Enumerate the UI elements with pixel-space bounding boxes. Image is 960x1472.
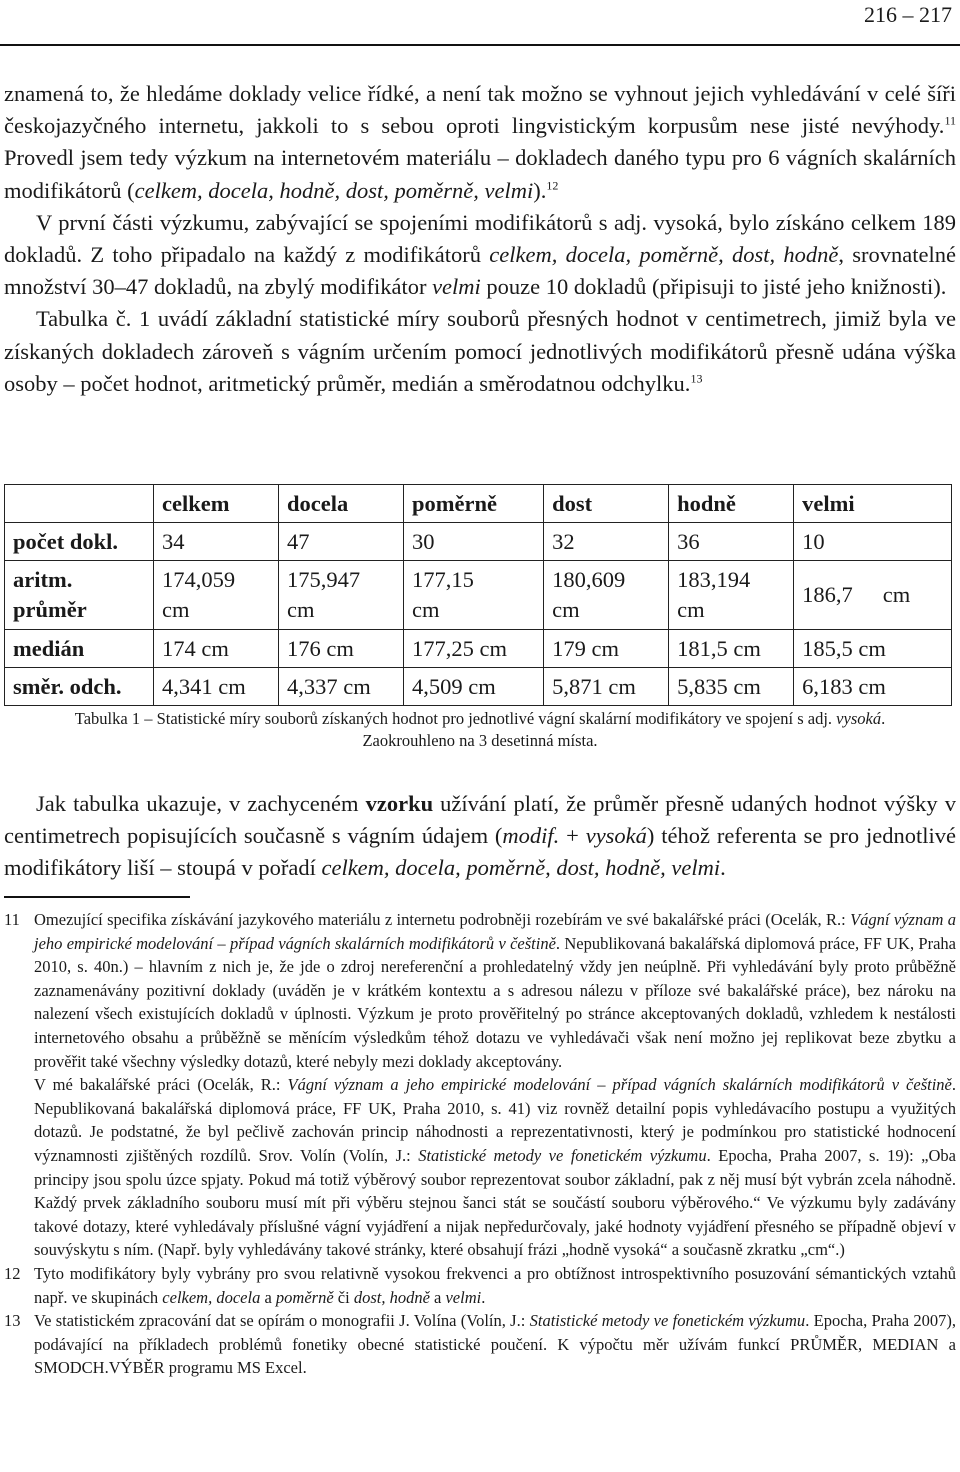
table-cell: 176 cm <box>278 630 403 668</box>
header-rule <box>0 44 960 46</box>
table-cell: 34 <box>154 523 279 561</box>
paragraph-3: Tabulka č. 1 uvádí základní statistické míry souborů přesných hodnot v centimetrech, jimiž byla ve získaných dokladech zároveň s vágním určením pomocí jednotlivých modifikátorů přesně udána výška osoby – počet hodnot, aritmetický průměr, medián a směrodatnou odchylku.$^{13}$ <box>4 306 956 396</box>
table-cell: 6,183 cm <box>794 668 952 706</box>
table-cell: 4,337 cm <box>278 668 403 706</box>
row-label: směr. odch. <box>5 668 154 706</box>
table-header-row <box>5 485 952 523</box>
table-cell: 5,871 cm <box>544 668 669 706</box>
column-header: docela <box>278 485 403 523</box>
table-cell: 185,5 cm <box>794 630 952 668</box>
paragraph-2: V první části výzkumu, zabývající se spojeními modifikátorů s adj. vysoká, bylo získáno celkem 189 dokladů. Z toho připadalo na každý z modifikátorů celkem, docela, poměrně, dost, hodně, srovnatelné množství 30–47 dokladů, na zbylý modifikátor velmi pouze 10 dokladů (připisuji to jisté jeho knižnosti). <box>4 209 956 300</box>
table-cell: 181,5 cm <box>669 630 794 668</box>
table-cell: 177,25 cm <box>403 630 543 668</box>
table-row <box>5 561 952 630</box>
table-cell: 186,7 cm <box>794 561 952 630</box>
row-label: medián <box>5 630 154 668</box>
row-label: počet dokl. <box>5 523 154 561</box>
footnote-number: 11 <box>4 910 20 929</box>
table-corner <box>5 485 154 523</box>
table-cell: 179 cm <box>544 630 669 668</box>
column-header: celkem <box>154 485 279 523</box>
footnote-text: Omezující specifika získávání jazykového materiálu z internetu podrobněji rozebírám ve své bakalářské práci (Ocelák, R.: Vágní význam a jeho empirické modelování – případ vágních skalárních modifikátorů v češtině. Nepublikovaná bakalářská diplomová práce, FF UK, Praha 2010, s. 40n.) – hlavním z nich je, že jde o zdroj nereferenční a prohledatelný vždy jen neúplně. Při vyhledávání byly proto průběžně zaznamenávány pozitivní doklady (uváděn je v krátkém kontextu a s adresou nálezu v příloze své bakalářské práce), bez nároku na nalezení všech existujících dokladů v úplnosti. Výzkum je proto prověřitelný po stránce akceptovaných dokladů, vzhledem k nestálosti internetového obsahu a průběžně se měnícím výsledkům téhož dotazu ve vyhledávači však není možno jej replikovat beze zbytku a prověřit také všechny výsledky dotazů, které nebyly mezi doklady akceptovány. V mé bakalářské práci (Ocelák, R.: Vágní význam a jeho empirické modelování – případ vágních skalárních modifikátorů v češtině. Nepublikovaná bakalářská diplomová práce, FF UK, Praha 2010, s. 41) viz rovněž detailní popis vyhledávacího postupu a využitých dotazů. Je podstatné, že byl pečlivě zachován princip náhodnosti a reprezentativnosti, který je podmínkou pro statistické hodnocení významnosti zjištěných rozdílů. Srov. Volín (Volín, J.: Statistické metody ve fonetickém výzkumu. Epocha, Praha 2007, s. 19): „Oba principy jsou spolu úzce spjaty. Pokud má totiž výběrový soubor reprezentovat soubor základní, pak z něj musí být vybrán zcela náhodně. Každý prvek základního souboru musí mít při výběru stejnou šanci stát se součástí souboru výběrového.“ Ve výzkumu byly zadávány takové dotazy, které vyhledávaly příslušné vágní vyjádření a nijak nepředurčovaly, jaké hodnoty vyjádření přesného se případně objeví v souvýskytu s ním. (Např. byly vyhledávány takové stránky, které obsahují frázi „hodně vysoká“ a současně zkratku „cm“.) <box>34 910 956 1260</box>
table-cell: 180,609 cm <box>544 561 669 630</box>
page-number: 216 – 217 <box>864 2 952 27</box>
table-cell: 175,947 cm <box>278 561 403 630</box>
footnote-ref-12[interactable]: 12 <box>546 178 559 193</box>
footnote-13 <box>4 1309 956 1380</box>
table-cell: 174,059 cm <box>154 561 279 630</box>
column-header: poměrně <box>403 485 543 523</box>
column-header: velmi <box>794 485 952 523</box>
table-cell: 174 cm <box>154 630 279 668</box>
table-cell: 30 <box>403 523 543 561</box>
table-cell: 10 <box>794 523 952 561</box>
footnote-12 <box>4 1262 956 1309</box>
table-cell: 32 <box>544 523 669 561</box>
row-label: aritm. průměr <box>5 561 154 630</box>
footnote-number: 12 <box>4 1263 21 1283</box>
footnotes <box>4 908 956 1380</box>
footnote-text: Tyto modifikátory byly vybrány pro svou relativně vysokou frekvenci a pro obtížnost introspektivního posuzování sémantických vztahů např. ve skupinách celkem, docela a poměrně či dost, hodně a velmi. <box>34 1263 956 1307</box>
table-cell: 47 <box>278 523 403 561</box>
summary-paragraph: Jak tabulka ukazuje, v zachyceném vzorku užívání platí, že průměr přesně udaných hodnot výšky v centimetrech popisujících současně s vágním údajem (modif. + vysoká) téhož referenta se pro jednotlivé modifikátory liší – stoupá v pořadí celkem, docela, poměrně, dost, hodně, velmi. <box>4 791 956 881</box>
statistics-table <box>4 484 952 706</box>
table-cell: 4,341 cm <box>154 668 279 706</box>
table-cell: 4,509 cm <box>403 668 543 706</box>
table-caption: Tabulka 1 – Statistické míry souborů získaných hodnot pro jednotlivé vágní skalární modifikátory ve spojení s adj. vysoká. Zaokrouhleno na 3 desetinná místa. <box>74 709 886 750</box>
column-header: dost <box>544 485 669 523</box>
table-cell: 5,835 cm <box>669 668 794 706</box>
table-row <box>5 523 952 561</box>
column-header: hodně <box>669 485 794 523</box>
footnote-ref-13[interactable]: 13 <box>690 371 703 386</box>
footnote-rule <box>4 896 190 898</box>
paragraph-1: znamená to, že hledáme doklady velice řídké, a není tak možno se vyhnout jejich vyhledávání v celé šíři českojazyčného internetu, jakkoli to s sebou oproti lingvistickým korpusům nese jisté nevýhody.$^{11}$ Provedl jsem tedy výzkum na internetovém materiálu – dokladech daného typu pro 6 vágních skalárních modifikátorů (celkem, docela, hodně, dost, poměrně, velmi).$^{12}$ <box>4 81 956 203</box>
footnote-11 <box>4 908 956 1262</box>
footnote-ref-11[interactable]: 11 <box>944 113 956 128</box>
table-row <box>5 630 952 668</box>
body-text <box>4 78 956 400</box>
table-cell: 36 <box>669 523 794 561</box>
footnote-number: 13 <box>4 1311 21 1331</box>
footnote-text: Ve statistickém zpracování dat se opírám o monografii J. Volína (Volín, J.: Statistické metody ve fonetickém výzkumu. Epocha, Praha 2007), podávající na příkladech problémů fonetiky obecné statistické poučení. K výpočtu měr užívám funkcí PRŮMĚR, MEDIAN a SMODCH.VÝBĚR programu MS Excel. <box>34 1311 956 1378</box>
table-row <box>5 668 952 706</box>
table-cell: 183,194 cm <box>669 561 794 630</box>
table-cell: 177,15 cm <box>403 561 543 630</box>
